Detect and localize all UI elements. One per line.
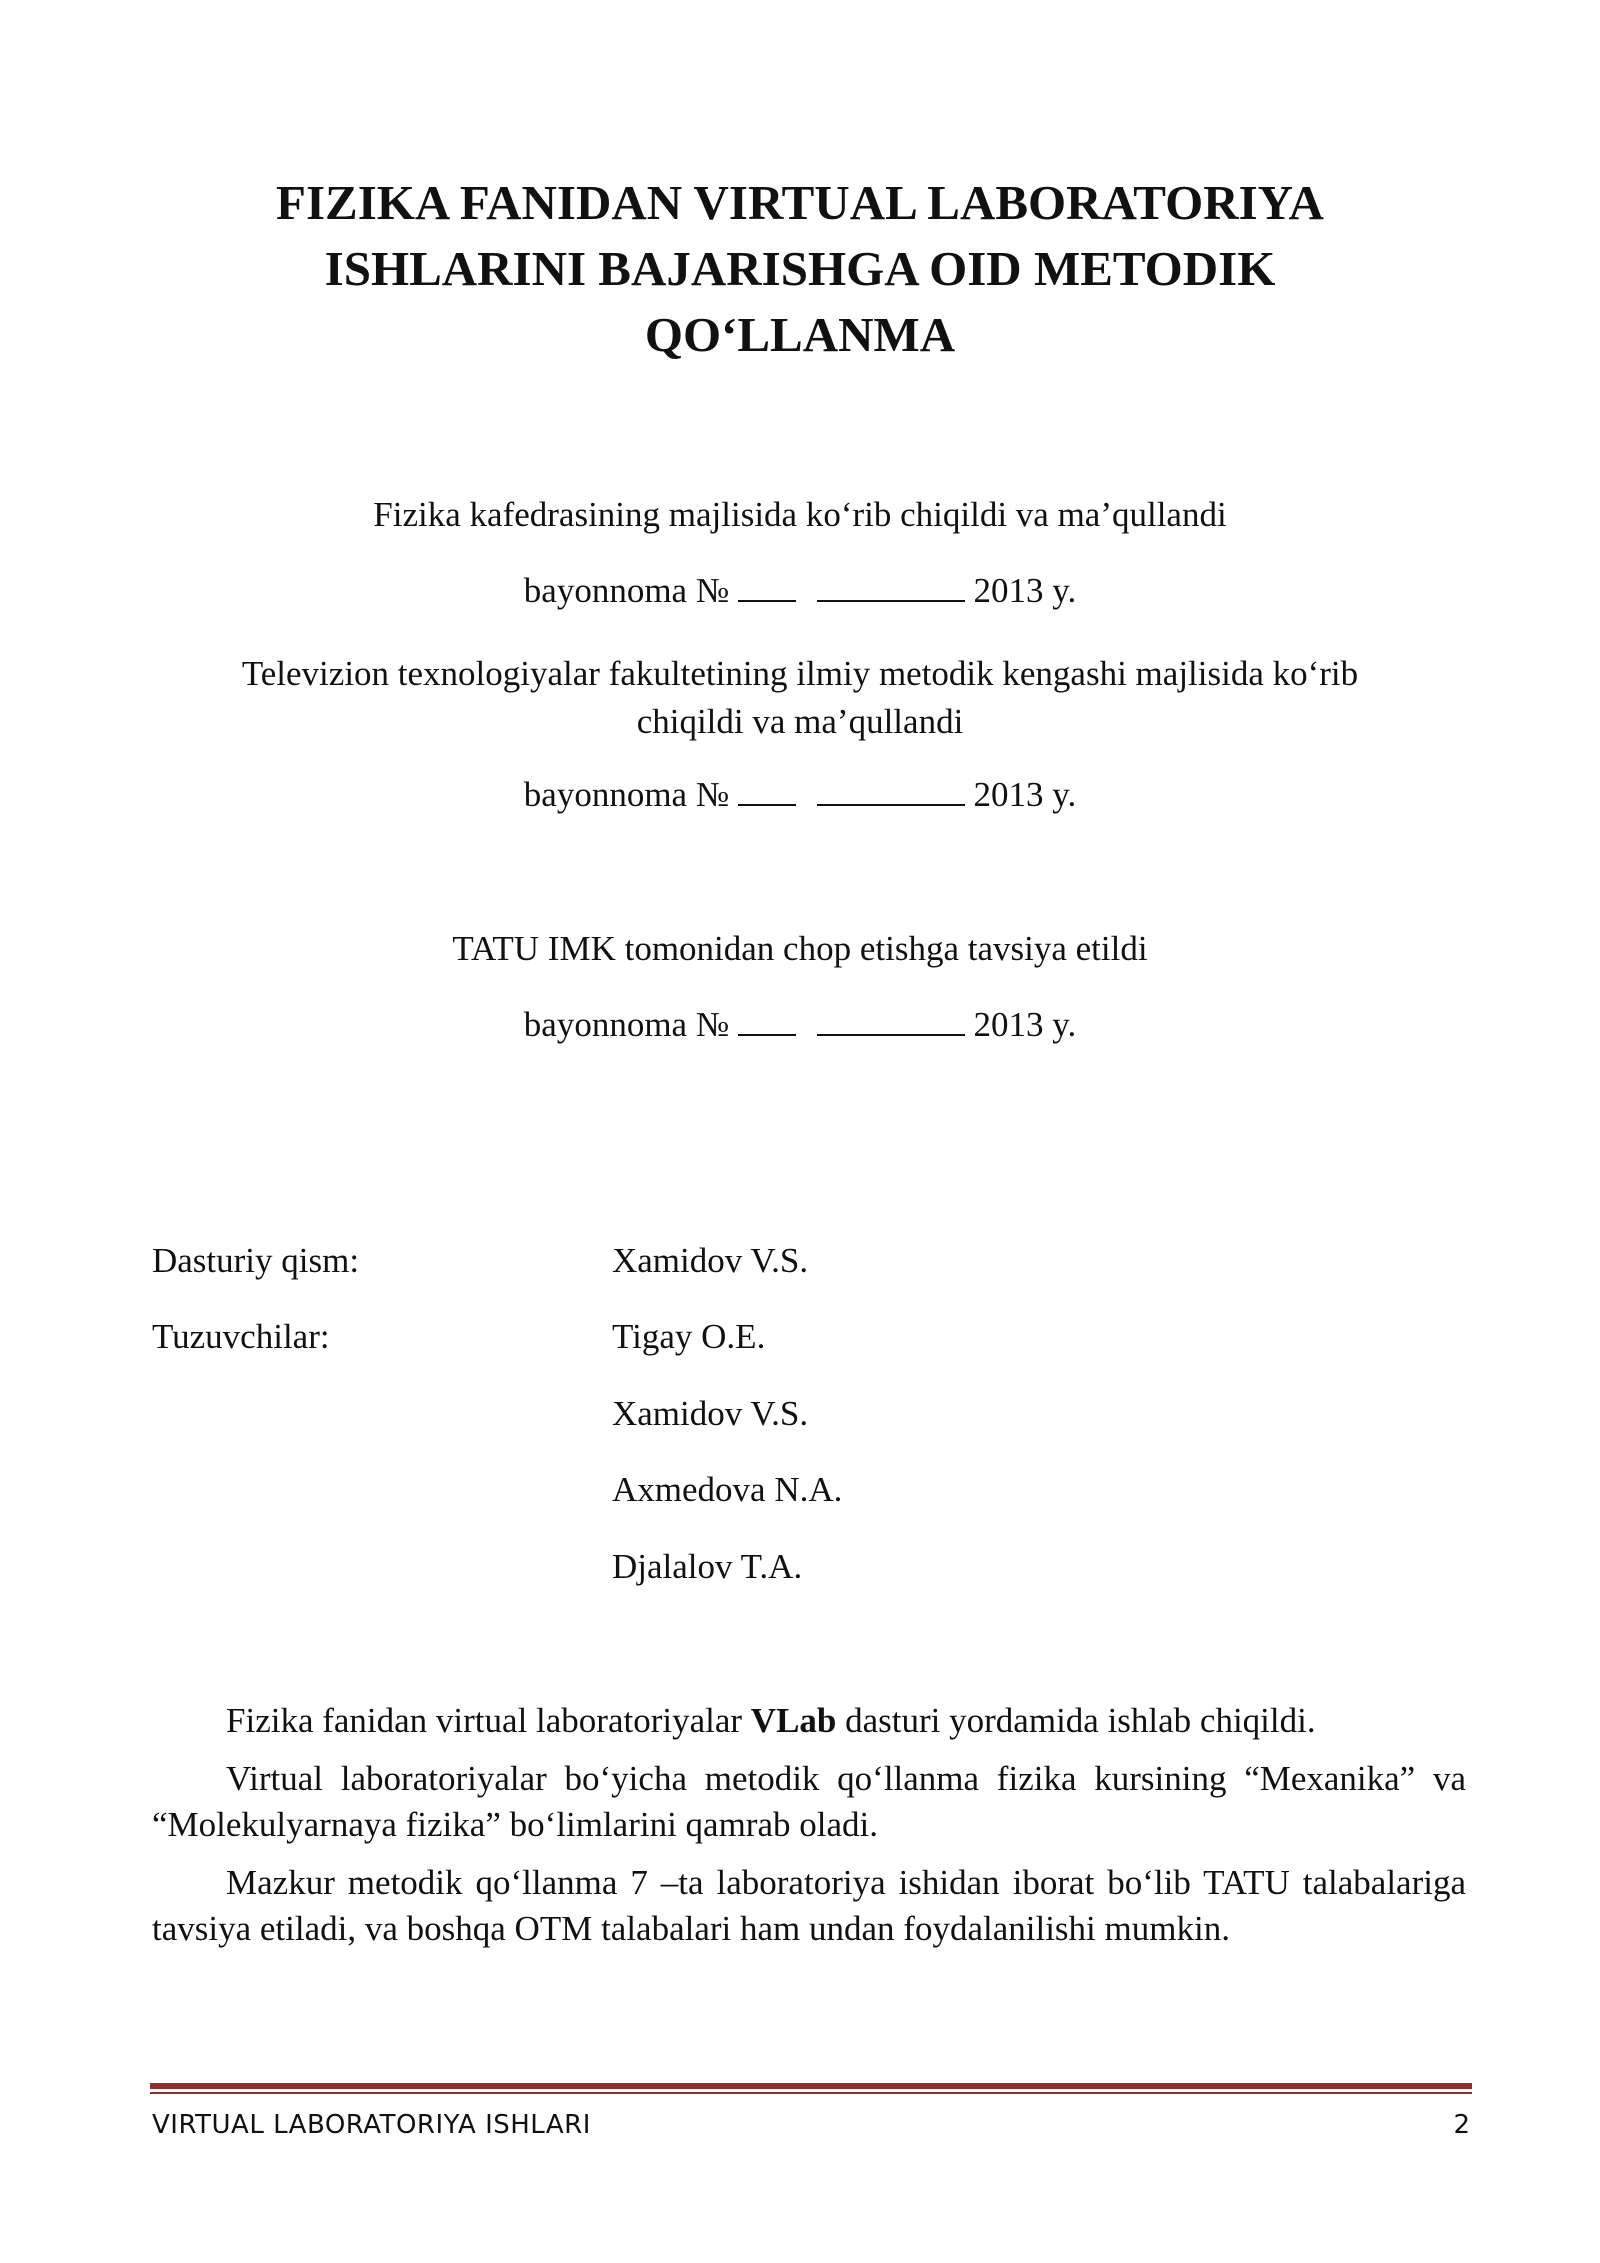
imk-recommendation: TATU IMK tomonidan chop etishga tavsiya etildi bbox=[452, 929, 1148, 968]
running-footer: VIRTUAL LABORATORIYA ISHLARI bbox=[152, 2110, 591, 2140]
protocol-date-blank bbox=[817, 1000, 965, 1036]
authors-label: Tuzuvchilar: bbox=[152, 1317, 330, 1356]
paragraph-text: dasturi yordamida ishlab chiqildi. bbox=[836, 1701, 1316, 1740]
kafedra-approval: Fizika kafedrasining majlisida ko‘rib chiqildi va ma’qullandi bbox=[373, 495, 1227, 534]
protocol-date-blank bbox=[817, 566, 965, 602]
author-name: Djalalov T.A. bbox=[612, 1547, 803, 1586]
imk-protocol bbox=[150, 1000, 1450, 1050]
paragraph-audience bbox=[152, 1860, 1466, 1952]
protocol-date-blank bbox=[817, 770, 965, 806]
kafedra-protocol bbox=[150, 566, 1450, 616]
footer-divider bbox=[150, 2083, 1472, 2089]
title-line-1: FIZIKA FANIDAN VIRTUAL LABORATORIYA bbox=[276, 175, 1324, 230]
title-line-2: ISHLARINI BAJARISHGA OID METODIK bbox=[324, 241, 1276, 296]
author-name: Axmedova N.A. bbox=[612, 1470, 843, 1509]
kengash-approval-line-2: chiqildi va ma’qullandi bbox=[636, 702, 964, 741]
paragraph-text: Fizika fanidan virtual laboratoriyalar bbox=[226, 1701, 751, 1740]
protocol-number-blank bbox=[738, 770, 796, 806]
author-name: Xamidov V.S. bbox=[612, 1394, 809, 1433]
program-label: Dasturiy qism: bbox=[152, 1241, 360, 1280]
page-number: 2 bbox=[1453, 2110, 1470, 2140]
protocol-prefix: bayonnoma № bbox=[523, 775, 730, 814]
vlab-emphasis: VLab bbox=[750, 1701, 837, 1740]
footer-divider-thin bbox=[150, 2092, 1472, 2094]
protocol-year: 2013 y. bbox=[973, 775, 1077, 814]
document-title bbox=[150, 170, 1450, 368]
kengash-approval-line-1: Televizion texnologiyalar fakultetining ilmiy metodik kengashi majlisida ko‘rib bbox=[241, 654, 1359, 693]
author-name: Tigay O.E. bbox=[612, 1317, 766, 1356]
protocol-prefix: bayonnoma № bbox=[523, 1005, 730, 1044]
title-line-3: QO‘LLANMA bbox=[644, 307, 956, 362]
paragraph-text: Virtual laboratoriyalar bo‘yicha metodik qo‘llanma fizika kursining “Mexanika” va “Molekulyarnaya fizika” bo‘limlarini qamrab oladi. bbox=[152, 1759, 1466, 1844]
program-author: Xamidov V.S. bbox=[612, 1241, 809, 1280]
paragraph-scope bbox=[152, 1756, 1466, 1848]
paragraph-vlab bbox=[152, 1698, 1466, 1744]
paragraph-text: Mazkur metodik qo‘llanma 7 –ta laboratoriya ishidan iborat bo‘lib TATU talabalariga tavsiya etiladi, va boshqa OTM talabalari ham undan foydalanilishi mumkin. bbox=[152, 1863, 1466, 1948]
protocol-year: 2013 y. bbox=[973, 1005, 1077, 1044]
protocol-number-blank bbox=[738, 566, 796, 602]
protocol-prefix: bayonnoma № bbox=[523, 571, 730, 610]
protocol-year: 2013 y. bbox=[973, 571, 1077, 610]
protocol-number-blank bbox=[738, 1000, 796, 1036]
kengash-protocol bbox=[150, 770, 1450, 820]
